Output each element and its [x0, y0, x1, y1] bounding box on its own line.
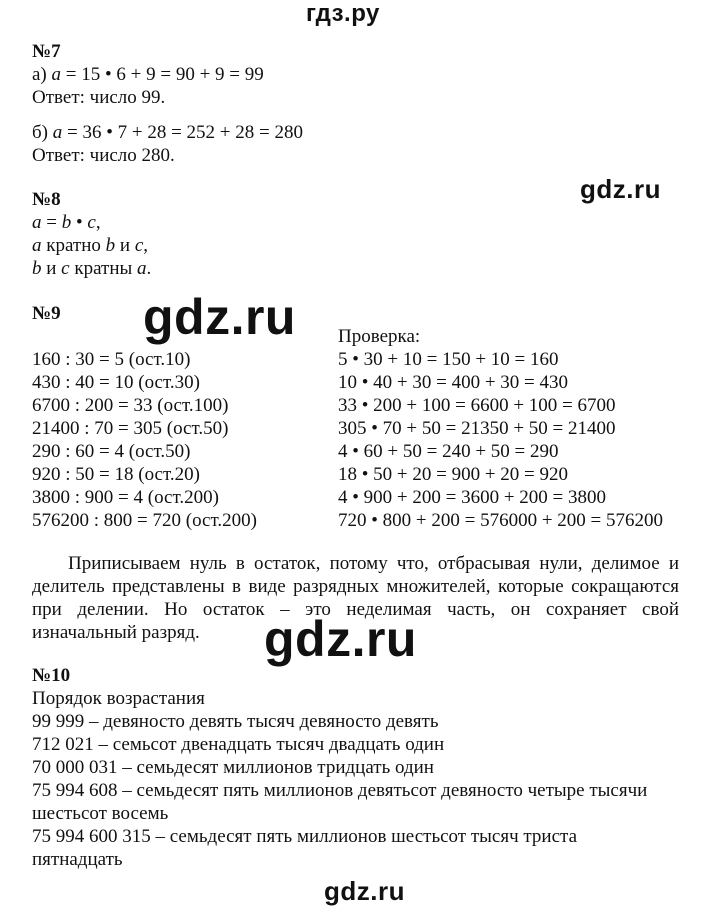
- text: кратны: [69, 258, 138, 279]
- task-9-explanation: Приписываем нуль в остаток, потому что, отбрасывая нули, делимое и делитель представлены в виде разрядных множителей, которые сокращаются при делении. Но остаток – это неделимая часть, он сохраняет свой изначальный разряд.: [32, 553, 679, 643]
- task-8-line-2: [32, 234, 151, 257]
- task-10-line: 70 000 031 – семьдесят миллионов тридцать один: [32, 757, 434, 778]
- text: и: [115, 235, 135, 256]
- text: .: [146, 258, 152, 279]
- division-row: 576200 : 800 = 720 (ост.200): [32, 510, 257, 531]
- division-row: 6700 : 200 = 33 (ост.100): [32, 395, 229, 416]
- task-7-heading: №7: [32, 41, 61, 62]
- check-row: 4 • 900 + 200 = 3600 + 200 = 3800: [338, 487, 607, 508]
- watermark-bottom: gdz.ru: [324, 876, 405, 906]
- prefix: а): [32, 64, 52, 85]
- division-row: 21400 : 70 = 305 (ост.50): [32, 418, 229, 439]
- task-7: [32, 40, 303, 167]
- expression: = 36 • 7 + 28 = 252 + 28 = 280: [62, 122, 303, 143]
- var-c: c: [134, 235, 144, 256]
- text: =: [41, 212, 62, 233]
- division-row: 920 : 50 = 18 (ост.20): [32, 464, 200, 485]
- task-10-line: шестьсот восемь: [32, 803, 169, 824]
- check-row: 720 • 800 + 200 = 576000 + 200 = 576200: [338, 510, 664, 531]
- check-row: 4 • 60 + 50 = 240 + 50 = 290: [338, 441, 559, 462]
- task-9-check-label: Проверка:: [338, 326, 421, 347]
- task-9-heading: №9: [32, 303, 61, 324]
- check-row: 10 • 40 + 30 = 400 + 30 = 430: [338, 372, 569, 393]
- check-row: 18 • 50 + 20 = 900 + 20 = 920: [338, 464, 569, 485]
- task-9-checks: [338, 348, 663, 532]
- prefix: б): [32, 122, 53, 143]
- var-b: b: [32, 258, 42, 279]
- watermark-big-2: gdz.ru: [264, 611, 417, 667]
- division-row: 290 : 60 = 4 (ост.50): [32, 441, 191, 462]
- check-row: 33 • 200 + 100 = 6600 + 100 = 6700: [338, 395, 616, 416]
- var-b: b: [105, 235, 116, 256]
- task-10-line: 75 994 600 315 – семьдесят пять миллионов шестьсот тысяч триста: [32, 826, 577, 847]
- division-row: 3800 : 900 = 4 (ост.200): [32, 487, 219, 508]
- text: ,: [95, 212, 101, 233]
- watermark-right: gdz.ru: [580, 174, 661, 204]
- division-row: 430 : 40 = 10 (ост.30): [32, 372, 200, 393]
- var-b: b: [61, 212, 72, 233]
- var-a: a: [137, 258, 147, 279]
- task-10-line: 712 021 – семьсот двенадцать тысяч двадцать один: [32, 734, 445, 755]
- task-10-line: 99 999 – девяносто девять тысяч девяносто девять: [32, 711, 439, 732]
- task-10-line: пятнадцать: [32, 849, 123, 870]
- task-8: [32, 188, 151, 280]
- var-a: a: [32, 212, 42, 233]
- task-10: [32, 664, 647, 871]
- text: и: [41, 258, 62, 279]
- watermark-big-1: gdz.ru: [143, 289, 296, 345]
- task-8-line-3: [32, 257, 151, 280]
- task-10-heading: №10: [32, 665, 71, 686]
- task-7-answer-a: Ответ: число 99.: [32, 87, 166, 108]
- expression: = 15 • 6 + 9 = 90 + 9 = 99: [61, 64, 264, 85]
- watermark-top: гдз.ру: [306, 0, 380, 27]
- var-c: c: [87, 212, 96, 233]
- task-10-line: 75 994 608 – семьдесят пять миллионов девятьсот девяносто четыре тысячи: [32, 780, 648, 801]
- text: ,: [143, 235, 149, 256]
- task-8-heading: №8: [32, 189, 61, 210]
- task-7-equation-b: [32, 121, 303, 144]
- task-8-line-1: [32, 211, 151, 234]
- division-row: 160 : 30 = 5 (ост.10): [32, 349, 191, 370]
- var-c: c: [61, 258, 70, 279]
- text: •: [71, 212, 88, 233]
- variable: a: [51, 64, 62, 85]
- check-row: 5 • 30 + 10 = 150 + 10 = 160: [338, 349, 559, 370]
- check-row: 305 • 70 + 50 = 21350 + 50 = 21400: [338, 418, 616, 439]
- variable: a: [52, 122, 63, 143]
- var-a: a: [32, 235, 42, 256]
- task-10-subtitle: Порядок возрастания: [32, 688, 205, 709]
- task-7-answer-b: Ответ: число 280.: [32, 145, 175, 166]
- task-9-divisions: [32, 348, 257, 532]
- task-7-equation-a: [32, 63, 303, 86]
- text: кратно: [41, 235, 106, 256]
